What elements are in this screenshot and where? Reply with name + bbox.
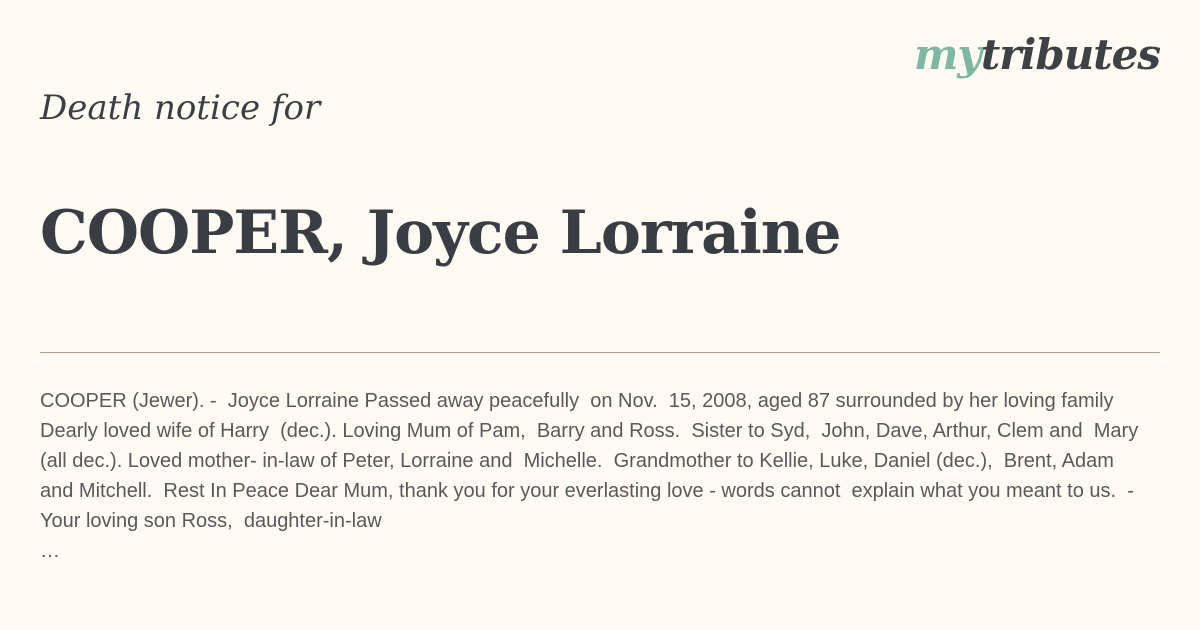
truncation-ellipsis: …: [40, 540, 61, 562]
logo-tributes-text: tributes: [980, 30, 1160, 79]
divider-line: [40, 352, 1160, 353]
logo-my-text: my: [913, 30, 981, 79]
death-notice-kicker: Death notice for: [40, 88, 321, 128]
notice-text-block: [40, 386, 1150, 566]
deceased-name-title: COOPER, Joyce Lorraine: [40, 198, 841, 268]
mytributes-logo: [914, 30, 1160, 79]
notice-body-text: COOPER (Jewer). - Joyce Lorraine Passed away peacefully on Nov. 15, 2008, aged 87 surrounded by her loving family Dearly loved wife of Harry (dec.). Loving Mum of Pam, Barry and Ross. Sister to Syd, John, Dave, Arthur, Clem and Mary (all dec.). Loved mother- in-law of Peter, Lorraine and Michelle. Grandmother to Kellie, Luke, Daniel (dec.), Brent, Adam and Mitchell. Rest In Peace Dear Mum, thank you for your everlasting love - words cannot explain what you meant to us. - Your loving son Ross, daughter-in-law: [40, 390, 1144, 532]
